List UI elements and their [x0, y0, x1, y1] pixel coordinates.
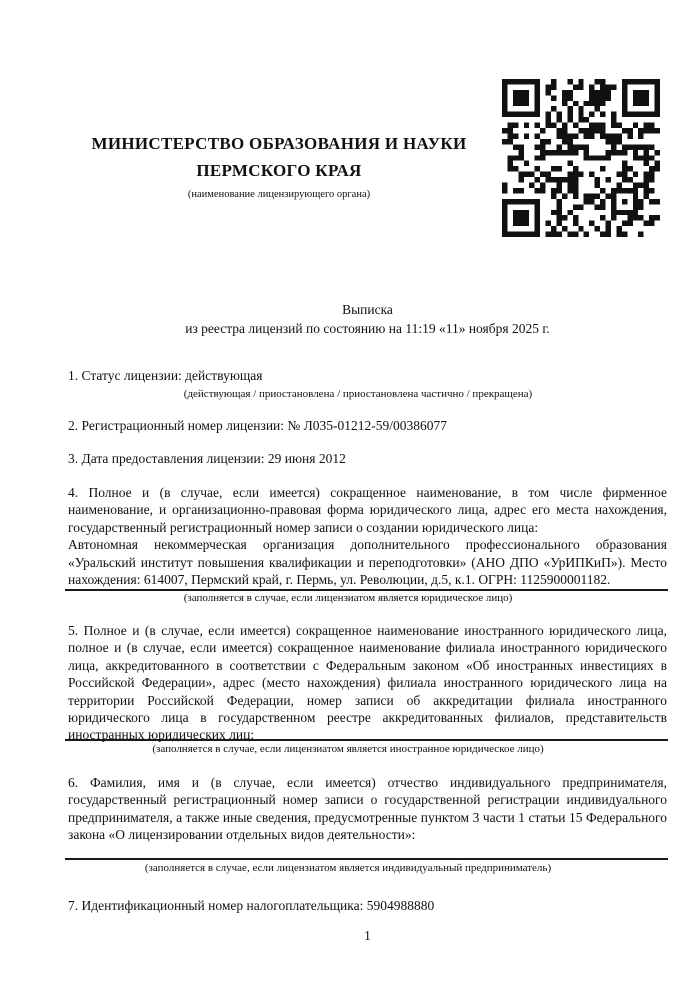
item-5-underline — [65, 739, 668, 741]
item-4-label: 4. Полное и (в случае, если имеется) сокращенное наименование, в том числе фирменное наименование, и организационно-правовая форма юридического лица, адрес его места нахождения, государственный регистрационный номер записи о создании юридического лица: — [68, 485, 667, 535]
document-title — [68, 301, 667, 338]
issuing-authority-caption: (наименование лицензирующего органа) — [187, 189, 371, 200]
item-5-label: 5. Полное и (в случае, если имеется) сокращенное наименование иностранного юридического лица, полное и (в случае, если имеется) сокращенное наименование филиала иностранного юридического лица, аккредитованного в соответствии с Федеральным законом «Об иностранных инвестициях в Российской Федерации», адрес (место нахождения) филиала иностранного юридического лица на территории Российской Федерации, номер записи об аккредитации филиала иностранного юридического лица в государственном реестре аккредитованных филиалов, представительств иностранных юридических лиц: — [68, 623, 667, 743]
title-line: Выписка — [342, 302, 393, 317]
item-4-value: Автономная некоммерческая организация дополнительного профессионального образования «Уральский институт повышения квалификации и переподготовки» (АНО ДПО «УрИПКиП»). Место нахождения: 614007, Пермский край, г. Пермь, ул. Революции, д.5, к.1. ОГРН: 1125900001182. — [68, 537, 667, 588]
page-number: 1 — [364, 928, 371, 943]
item-1-license-status: 1. Статус лицензии: действующая — [68, 368, 263, 383]
item-4-underline — [65, 589, 668, 591]
ministry-name-line2: ПЕРМСКОГО КРАЯ — [196, 161, 362, 180]
item-1-caption: (действующая / приостановлена / приостановлена частично / прекращена) — [183, 388, 533, 400]
item-4-caption: (заполняется в случае, если лицензиатом является юридическое лицо) — [183, 592, 513, 604]
document-content — [68, 0, 667, 989]
title-subline: из реестра лицензий по состоянию на 11:19 «11» ноября 2025 г. — [185, 320, 550, 336]
item-2-registration-number: 2. Регистрационный номер лицензии: № Л035-01212-59/00386077 — [68, 418, 448, 433]
item-6-label: 6. Фамилия, имя и (в случае, если имеется) отчество индивидуального предпринимателя, государственный регистрационный номер записи о государственной регистрации индивидуального предпринимателя, а также иные сведения, предусмотренные пунктом 3 части 1 статьи 15 Федерального закона «О лицензировании отдельных видов деятельности»: — [68, 775, 667, 843]
item-6-caption: (заполняется в случае, если лицензиатом является индивидуальный предприниматель) — [144, 862, 552, 874]
item-6-entrepreneur-block — [68, 774, 667, 844]
item-7-taxpayer-number: 7. Идентификационный номер налогоплательщика: 5904988880 — [68, 898, 435, 913]
item-5-caption: (заполняется в случае, если лицензиатом является иностранное юридическое лицо) — [152, 743, 544, 755]
item-5-foreign-entity-block — [68, 622, 667, 744]
item-3-license-date: 3. Дата предоставления лицензии: 29 июня 2012 — [68, 451, 346, 466]
ministry-name-line1: МИНИСТЕРСТВО ОБРАЗОВАНИЯ И НАУКИ — [91, 134, 467, 153]
item-6-underline — [65, 858, 668, 860]
issuing-authority-header — [68, 130, 490, 201]
item-4-legal-entity-block — [68, 484, 667, 588]
